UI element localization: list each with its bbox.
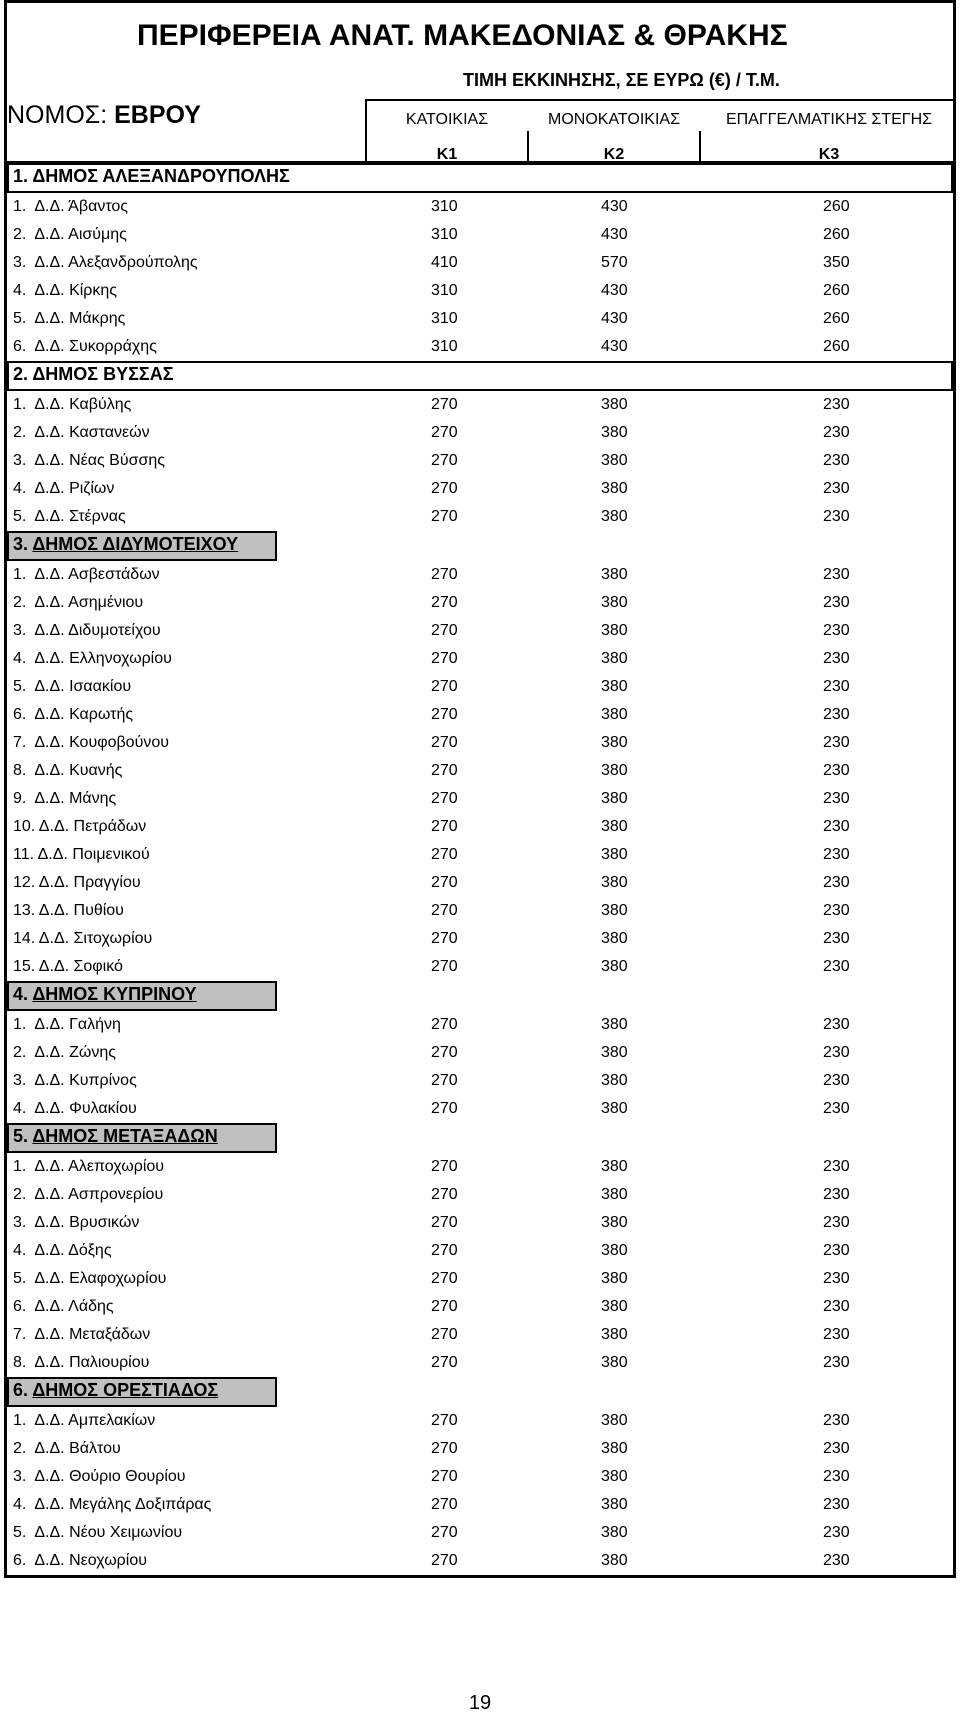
table-row xyxy=(7,503,953,531)
price-k3: 230 xyxy=(823,1468,850,1485)
price-k3: 230 xyxy=(823,790,850,807)
price-k1: 270 xyxy=(431,650,458,667)
village-name: 1. Δ.Δ. Γαλήνη xyxy=(13,1016,121,1033)
price-k2: 380 xyxy=(601,762,628,779)
village-name: 4. Δ.Δ. Ριζίων xyxy=(13,480,115,497)
section-header-row xyxy=(7,981,953,1011)
price-k1: 270 xyxy=(431,1326,458,1343)
price-k3: 230 xyxy=(823,1214,850,1231)
section-header-row xyxy=(7,163,953,193)
table-row xyxy=(7,1547,953,1575)
code-header-k3: K3 xyxy=(818,146,840,163)
price-k3: 230 xyxy=(823,1326,850,1343)
table-row xyxy=(7,249,953,277)
price-k1: 270 xyxy=(431,1270,458,1287)
table-row xyxy=(7,589,953,617)
village-name: 2. Δ.Δ. Αισύμης xyxy=(13,226,127,243)
price-k2: 430 xyxy=(601,198,628,215)
price-k2: 380 xyxy=(601,1016,628,1033)
price-k2: 380 xyxy=(601,1242,628,1259)
price-k2: 380 xyxy=(601,1354,628,1371)
village-name: 8. Δ.Δ. Κυανής xyxy=(13,762,123,779)
price-k2: 380 xyxy=(601,1186,628,1203)
price-k1: 270 xyxy=(431,1044,458,1061)
village-name: 5. Δ.Δ. Ελαφοχωρίου xyxy=(13,1270,167,1287)
price-k3: 230 xyxy=(823,1412,850,1429)
village-name: 5. Δ.Δ. Στέρνας xyxy=(13,508,126,525)
price-k1: 270 xyxy=(431,930,458,947)
price-k2: 380 xyxy=(601,594,628,611)
price-k1: 270 xyxy=(431,424,458,441)
price-k2: 380 xyxy=(601,1468,628,1485)
price-k1: 270 xyxy=(431,1016,458,1033)
section-title xyxy=(13,166,290,187)
section-name: ΔΗΜΟΣ ΒΥΣΣΑΣ xyxy=(32,364,174,384)
price-k2: 380 xyxy=(601,902,628,919)
table-row xyxy=(7,221,953,249)
village-name: 8. Δ.Δ. Παλιουρίου xyxy=(13,1354,150,1371)
table-row xyxy=(7,1519,953,1547)
price-k2: 380 xyxy=(601,1270,628,1287)
table-body xyxy=(7,163,953,1575)
price-k1: 270 xyxy=(431,566,458,583)
price-k1: 270 xyxy=(431,1440,458,1457)
price-k3: 230 xyxy=(823,1298,850,1315)
table-row xyxy=(7,333,953,361)
price-k2: 380 xyxy=(601,508,628,525)
section-name: ΔΗΜΟΣ ΔΙΔΥΜΟΤΕΙΧΟΥ xyxy=(32,534,239,554)
village-name: 3. Δ.Δ. Κυπρίνος xyxy=(13,1072,137,1089)
price-k3: 230 xyxy=(823,650,850,667)
section-title xyxy=(13,364,174,385)
price-k2: 380 xyxy=(601,1412,628,1429)
table-row xyxy=(7,193,953,221)
village-name: 3. Δ.Δ. Νέας Βύσσης xyxy=(13,452,165,469)
table-row xyxy=(7,1265,953,1293)
price-k1: 270 xyxy=(431,874,458,891)
price-k2: 380 xyxy=(601,1440,628,1457)
section-title xyxy=(13,1126,218,1147)
village-name: 1. Δ.Δ. Αμπελακίων xyxy=(13,1412,156,1429)
village-name: 13. Δ.Δ. Πυθίου xyxy=(13,902,124,919)
price-k2: 380 xyxy=(601,424,628,441)
table-row xyxy=(7,391,953,419)
price-k1: 270 xyxy=(431,1468,458,1485)
price-k3: 230 xyxy=(823,1158,850,1175)
price-k2: 380 xyxy=(601,958,628,975)
price-k3: 230 xyxy=(823,1270,850,1287)
price-k1: 270 xyxy=(431,1524,458,1541)
price-k1: 270 xyxy=(431,958,458,975)
section-number: 4. xyxy=(13,984,29,1004)
table-row xyxy=(7,757,953,785)
price-k3: 230 xyxy=(823,1186,850,1203)
village-name: 2. Δ.Δ. Ασπρονερίου xyxy=(13,1186,164,1203)
section-number: 3. xyxy=(13,534,29,554)
price-k3: 230 xyxy=(823,818,850,835)
price-k3: 230 xyxy=(823,622,850,639)
table-row xyxy=(7,1067,953,1095)
price-k1: 270 xyxy=(431,1412,458,1429)
price-k3: 350 xyxy=(823,254,850,271)
village-name: 4. Δ.Δ. Κίρκης xyxy=(13,282,117,299)
section-name: ΔΗΜΟΣ ΑΛΕΞΑΝΔΡΟΥΠΟΛΗΣ xyxy=(32,166,290,186)
price-k2: 380 xyxy=(601,622,628,639)
table-header xyxy=(7,0,953,163)
section-header-row xyxy=(7,1123,953,1153)
section-name: ΔΗΜΟΣ ΚΥΠΡΙΝΟΥ xyxy=(32,984,197,1004)
table-bottom-border xyxy=(7,1575,953,1578)
table-row xyxy=(7,813,953,841)
price-k3: 230 xyxy=(823,846,850,863)
village-name: 1. Δ.Δ. Άβαντος xyxy=(13,198,129,215)
nomos-label: ΝΟΜΟΣ: xyxy=(7,101,108,129)
price-k2: 380 xyxy=(601,1100,628,1117)
table-row xyxy=(7,841,953,869)
table-row xyxy=(7,1095,953,1123)
price-k2: 380 xyxy=(601,706,628,723)
price-k2: 380 xyxy=(601,1298,628,1315)
price-k2: 380 xyxy=(601,1158,628,1175)
section-number: 6. xyxy=(13,1380,29,1400)
price-k1: 310 xyxy=(431,226,458,243)
table-row xyxy=(7,475,953,503)
price-k1: 270 xyxy=(431,1496,458,1513)
price-k3: 230 xyxy=(823,480,850,497)
village-name: 3. Δ.Δ. Βρυσικών xyxy=(13,1214,140,1231)
price-k3: 230 xyxy=(823,1496,850,1513)
table-row xyxy=(7,645,953,673)
price-k3: 230 xyxy=(823,1072,850,1089)
section-title xyxy=(13,984,197,1005)
header-separator-2 xyxy=(527,131,529,163)
table-row xyxy=(7,1463,953,1491)
price-k1: 270 xyxy=(431,1354,458,1371)
price-k3: 230 xyxy=(823,1524,850,1541)
price-k2: 380 xyxy=(601,452,628,469)
village-name: 3. Δ.Δ. Διδυμοτείχου xyxy=(13,622,161,639)
price-k1: 270 xyxy=(431,1072,458,1089)
price-k1: 270 xyxy=(431,1242,458,1259)
table-row xyxy=(7,1039,953,1067)
table-row xyxy=(7,673,953,701)
table-row xyxy=(7,1237,953,1265)
price-k3: 260 xyxy=(823,226,850,243)
table-row xyxy=(7,1153,953,1181)
price-k1: 270 xyxy=(431,902,458,919)
section-header-row xyxy=(7,1377,953,1407)
price-k3: 230 xyxy=(823,508,850,525)
price-k3: 230 xyxy=(823,1354,850,1371)
table-row xyxy=(7,447,953,475)
table-row xyxy=(7,897,953,925)
price-k2: 380 xyxy=(601,678,628,695)
price-k1: 270 xyxy=(431,1100,458,1117)
column-header-k2: ΜΟΝΟΚΑΤΟΙΚΙΑΣ xyxy=(548,111,680,128)
table-row xyxy=(7,785,953,813)
price-k2: 380 xyxy=(601,790,628,807)
price-k1: 270 xyxy=(431,396,458,413)
village-name: 2. Δ.Δ. Ζώνης xyxy=(13,1044,116,1061)
price-k3: 230 xyxy=(823,396,850,413)
section-number: 2. xyxy=(13,364,29,384)
table-row xyxy=(7,1435,953,1463)
price-k2: 380 xyxy=(601,846,628,863)
price-k3: 230 xyxy=(823,566,850,583)
section-name: ΔΗΜΟΣ ΟΡΕΣΤΙΑΔΟΣ xyxy=(32,1380,219,1400)
price-k1: 310 xyxy=(431,282,458,299)
price-k1: 270 xyxy=(431,480,458,497)
price-k3: 230 xyxy=(823,1440,850,1457)
village-name: 5. Δ.Δ. Ισαακίου xyxy=(13,678,132,695)
table-row xyxy=(7,869,953,897)
price-k2: 380 xyxy=(601,1552,628,1569)
price-k2: 380 xyxy=(601,396,628,413)
price-k1: 270 xyxy=(431,818,458,835)
table-row xyxy=(7,617,953,645)
price-k3: 230 xyxy=(823,1552,850,1569)
village-name: 5. Δ.Δ. Νέου Χειμωνίου xyxy=(13,1524,183,1541)
price-k3: 230 xyxy=(823,734,850,751)
price-k3: 260 xyxy=(823,338,850,355)
price-k3: 230 xyxy=(823,452,850,469)
village-name: 6. Δ.Δ. Συκορράχης xyxy=(13,338,157,355)
village-name: 5. Δ.Δ. Μάκρης xyxy=(13,310,126,327)
price-k2: 380 xyxy=(601,734,628,751)
price-k1: 270 xyxy=(431,678,458,695)
price-k1: 270 xyxy=(431,1214,458,1231)
code-header-k1: K1 xyxy=(436,146,458,163)
price-k1: 270 xyxy=(431,762,458,779)
table-row xyxy=(7,419,953,447)
village-name: 1. Δ.Δ. Ασβεστάδων xyxy=(13,566,160,583)
price-k2: 380 xyxy=(601,874,628,891)
price-k2: 380 xyxy=(601,650,628,667)
price-k1: 270 xyxy=(431,1158,458,1175)
section-name: ΔΗΜΟΣ ΜΕΤΑΞΑΔΩΝ xyxy=(32,1126,218,1146)
table-row xyxy=(7,1293,953,1321)
section-title xyxy=(13,534,238,555)
table-row xyxy=(7,561,953,589)
price-k3: 230 xyxy=(823,930,850,947)
village-name: 4. Δ.Δ. Μεγάλης Δοξιπάρας xyxy=(13,1496,212,1513)
section-number: 1. xyxy=(13,166,29,186)
nomos-name: ΕΒΡΟΥ xyxy=(114,101,201,129)
table-row xyxy=(7,925,953,953)
price-k1: 270 xyxy=(431,790,458,807)
header-separator-1 xyxy=(365,99,367,163)
price-k2: 570 xyxy=(601,254,628,271)
price-k2: 430 xyxy=(601,338,628,355)
table-row xyxy=(7,1407,953,1435)
village-name: 11. Δ.Δ. Ποιμενικού xyxy=(13,846,150,863)
village-name: 7. Δ.Δ. Κουφοβούνου xyxy=(13,734,169,751)
village-name: 15. Δ.Δ. Σοφικό xyxy=(13,958,123,975)
header-separator-3 xyxy=(699,131,701,163)
village-name: 9. Δ.Δ. Μάνης xyxy=(13,790,117,807)
page-number: 19 xyxy=(468,1692,492,1714)
price-k1: 270 xyxy=(431,452,458,469)
price-k3: 230 xyxy=(823,1242,850,1259)
price-k2: 430 xyxy=(601,226,628,243)
price-k3: 230 xyxy=(823,762,850,779)
price-k1: 270 xyxy=(431,594,458,611)
prefecture-label xyxy=(7,101,201,130)
price-k2: 380 xyxy=(601,818,628,835)
village-name: 12. Δ.Δ. Πραγγίου xyxy=(13,874,141,891)
table-row xyxy=(7,1321,953,1349)
price-k1: 410 xyxy=(431,254,458,271)
price-k3: 260 xyxy=(823,198,850,215)
village-name: 2. Δ.Δ. Ασημένιου xyxy=(13,594,144,611)
village-name: 4. Δ.Δ. Δόξης xyxy=(13,1242,112,1259)
section-header-row xyxy=(7,531,953,561)
section-number: 5. xyxy=(13,1126,29,1146)
region-title: ΠΕΡΙΦΕΡΕΙΑ ΑΝΑΤ. ΜΑΚΕΔΟΝΙΑΣ & ΘΡΑΚΗΣ xyxy=(137,19,788,52)
table-row xyxy=(7,1181,953,1209)
village-name: 3. Δ.Δ. Αλεξανδρούπολης xyxy=(13,254,198,271)
table-row xyxy=(7,1349,953,1377)
price-k3: 260 xyxy=(823,310,850,327)
section-title xyxy=(13,1380,218,1401)
village-name: 1. Δ.Δ. Καβύλης xyxy=(13,396,132,413)
price-table-sheet xyxy=(4,0,956,1578)
village-name: 4. Δ.Δ. Ελληνοχωρίου xyxy=(13,650,172,667)
table-row xyxy=(7,277,953,305)
table-row xyxy=(7,1491,953,1519)
price-k1: 270 xyxy=(431,706,458,723)
price-k2: 380 xyxy=(601,566,628,583)
price-k2: 380 xyxy=(601,930,628,947)
price-k3: 230 xyxy=(823,1100,850,1117)
price-k1: 270 xyxy=(431,1298,458,1315)
price-k3: 230 xyxy=(823,902,850,919)
price-k2: 380 xyxy=(601,1326,628,1343)
column-header-k3: ΕΠΑΓΓΕΛΜΑΤΙΚΗΣ ΣΤΕΓΗΣ xyxy=(725,111,933,128)
price-k3: 230 xyxy=(823,706,850,723)
price-k1: 270 xyxy=(431,846,458,863)
header-divider xyxy=(365,99,953,101)
village-name: 4. Δ.Δ. Φυλακίου xyxy=(13,1100,137,1117)
price-k3: 230 xyxy=(823,874,850,891)
price-k1: 270 xyxy=(431,1552,458,1569)
price-k1: 270 xyxy=(431,734,458,751)
column-header-k1: ΚΑΤΟΙΚΙΑΣ xyxy=(405,111,489,128)
price-k3: 230 xyxy=(823,678,850,695)
village-name: 3. Δ.Δ. Θούριο Θουρίου xyxy=(13,1468,186,1485)
price-k3: 230 xyxy=(823,1044,850,1061)
table-row xyxy=(7,701,953,729)
price-k2: 380 xyxy=(601,1072,628,1089)
price-k2: 380 xyxy=(601,1044,628,1061)
village-name: 2. Δ.Δ. Βάλτου xyxy=(13,1440,121,1457)
price-k3: 230 xyxy=(823,424,850,441)
price-k1: 310 xyxy=(431,338,458,355)
price-k2: 380 xyxy=(601,1496,628,1513)
price-k2: 430 xyxy=(601,282,628,299)
code-header-k2: K2 xyxy=(603,146,625,163)
village-name: 6. Δ.Δ. Καρωτής xyxy=(13,706,134,723)
price-k3: 230 xyxy=(823,594,850,611)
price-k3: 230 xyxy=(823,1016,850,1033)
section-header-row xyxy=(7,361,953,391)
price-k1: 270 xyxy=(431,622,458,639)
price-title: ΤΙΜΗ ΕΚΚΙΝΗΣΗΣ, ΣΕ ΕΥΡΩ (€) / Τ.Μ. xyxy=(463,70,780,90)
price-k2: 380 xyxy=(601,480,628,497)
price-k3: 230 xyxy=(823,958,850,975)
price-k3: 260 xyxy=(823,282,850,299)
table-row xyxy=(7,953,953,981)
price-k2: 380 xyxy=(601,1524,628,1541)
table-row xyxy=(7,1209,953,1237)
price-k2: 430 xyxy=(601,310,628,327)
price-k1: 270 xyxy=(431,1186,458,1203)
village-name: 1. Δ.Δ. Αλεποχωρίου xyxy=(13,1158,165,1175)
village-name: 6. Δ.Δ. Λάδης xyxy=(13,1298,114,1315)
price-k1: 270 xyxy=(431,508,458,525)
village-name: 7. Δ.Δ. Μεταξάδων xyxy=(13,1326,151,1343)
price-k2: 380 xyxy=(601,1214,628,1231)
village-name: 14. Δ.Δ. Σιτοχωρίου xyxy=(13,930,153,947)
price-k1: 310 xyxy=(431,198,458,215)
table-row xyxy=(7,305,953,333)
price-k1: 310 xyxy=(431,310,458,327)
village-name: 10. Δ.Δ. Πετράδων xyxy=(13,818,147,835)
village-name: 6. Δ.Δ. Νεοχωρίου xyxy=(13,1552,147,1569)
table-row xyxy=(7,729,953,757)
table-row xyxy=(7,1011,953,1039)
village-name: 2. Δ.Δ. Καστανεών xyxy=(13,424,150,441)
